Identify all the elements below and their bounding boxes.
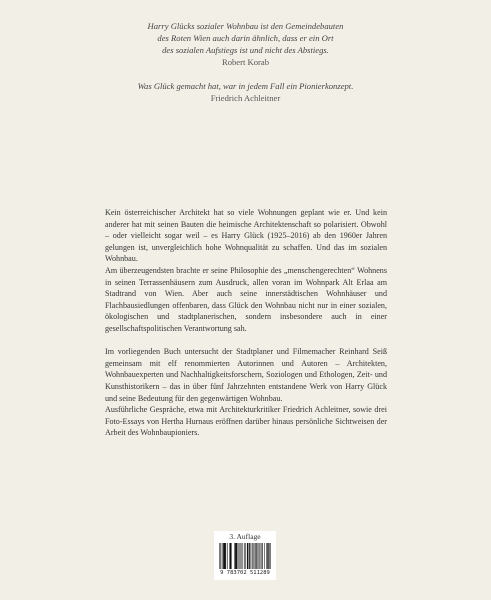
epigraph-block bbox=[0, 20, 491, 104]
quote-author-achleitner: Friedrich Achleitner bbox=[210, 93, 281, 103]
barcode-icon bbox=[219, 543, 271, 569]
quote-korab bbox=[0, 20, 491, 56]
blurb-paragraph: Ausführliche Gespräche, etwa mit Architekturkritiker Friedrich Achleitner, sowie drei Foto-Essays von Hertha Hurnaus eröffnen darüber hinaus persönliche Sichtweisen der Arbeit des Wohnbaupioniers. bbox=[105, 405, 387, 438]
blurb-paragraph: Kein österreichischer Architekt hat so viele Wohnungen geplant wie er. Und kein anderer hat mit seinen Bauten die heimische Architektenschaft so polarisiert. Obwohl – oder vielleicht sogar weil – es Harry Glück (1925–2016) ab den 1960er Jahren gelungen ist, unvergleichlich hohe Wohnqualität zu schaffen. Und das im sozialen Wohnbau. bbox=[105, 208, 387, 264]
quote-line: Was Glück gemacht hat, war in jedem Fall ein Pionierkonzept. bbox=[137, 81, 354, 91]
blurb-paragraph: Im vorliegenden Buch untersucht der Stadtplaner und Filmemacher Reinhard Seiß gemeinsam mit elf renommierten Autorinnen und Autoren – Architekten, Wohnbauexperten und Nachhaltigkeitsforschern, Soziologen und Ethologen, Zeit- und Kunsthistorikern – das in über fünf Jahrzehnten entstandene Werk von Harry Glück und seine Bedeutung für den gegenwärtigen Wohnbau. bbox=[105, 347, 387, 403]
quote-achleitner bbox=[0, 80, 491, 92]
blurb-text bbox=[105, 207, 387, 439]
barcode-box bbox=[214, 531, 276, 580]
quote-line: Harry Glücks sozialer Wohnbau ist den Gemeindebauten bbox=[147, 21, 344, 31]
blurb-paragraph: Am überzeugendsten brachte er seine Philosophie des „menschengerechten“ Wohnens in seinen Terrassenhäusern zum Ausdruck, allen voran im Wohnpark Alt Erlaa am Stadtrand von Wien. Aber auch seine innerstädtischen Wohnhäuser und Flachbausiedlungen offenbaren, dass Glück den Wohnbau nicht nur in einer sozialen, ökologischen und stadtplanerischen, sondern insbesondere auch in einer gesellschaftspolitischen Verantwortung sah. bbox=[105, 265, 387, 333]
quote-line: des Roten Wien auch darin ähnlich, dass er ein Ort bbox=[157, 33, 334, 43]
isbn-number: 9 783702 511289 bbox=[220, 570, 270, 576]
quote-author-korab: Robert Korab bbox=[221, 57, 269, 67]
quote-line: des sozialen Aufstiegs ist und nicht des Abstiegs. bbox=[162, 45, 329, 55]
edition-label: 3. Auflage bbox=[229, 532, 261, 541]
